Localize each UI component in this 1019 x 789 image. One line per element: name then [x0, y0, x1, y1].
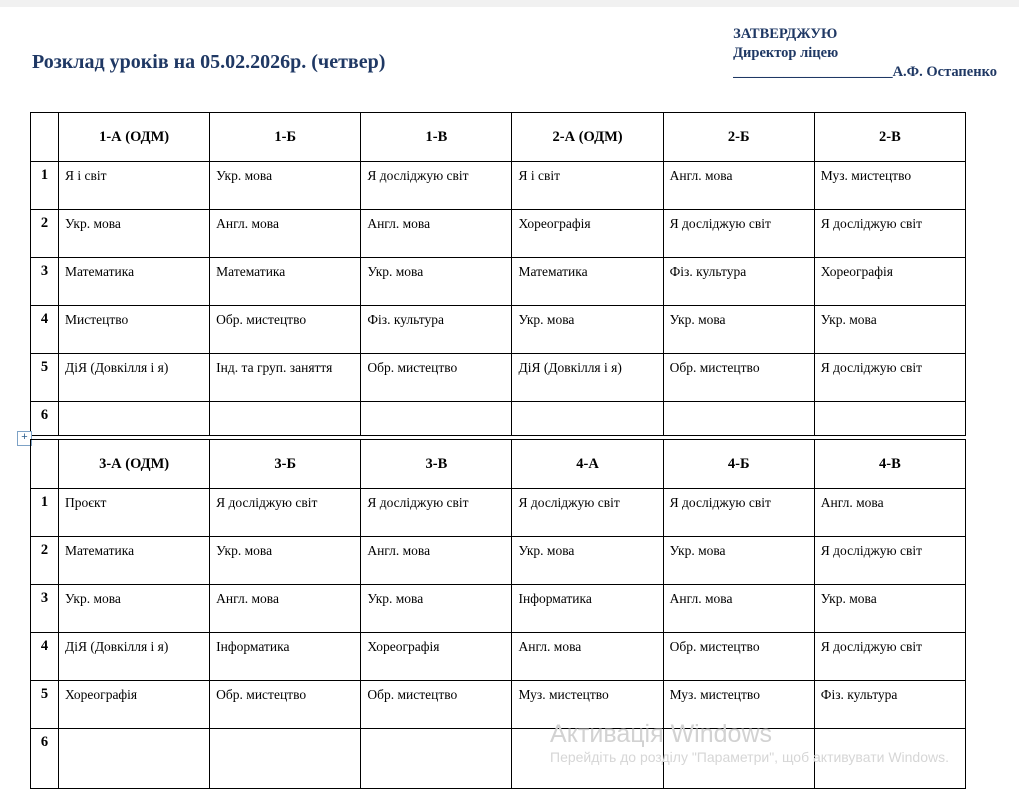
- lesson-number: 4: [31, 633, 59, 681]
- table-header-row: [31, 113, 966, 162]
- lesson-cell: [210, 402, 361, 436]
- approval-block: [733, 25, 997, 82]
- lesson-cell: [210, 729, 361, 789]
- table-row: [31, 489, 966, 537]
- watermark-subtitle: Перейдіть до розділу "Параметри", щоб активувати Windows.: [550, 749, 949, 765]
- table-row: [31, 681, 966, 729]
- lesson-cell: Англ. мова: [663, 162, 814, 210]
- table-header-row: [31, 440, 966, 489]
- lesson-number: 2: [31, 210, 59, 258]
- lesson-cell: Я досліджую світ: [512, 489, 663, 537]
- document-page: [0, 7, 1019, 768]
- lesson-cell: Я досліджую світ: [814, 537, 965, 585]
- lesson-cell: Укр. мова: [59, 585, 210, 633]
- lesson-cell: Інформатика: [512, 585, 663, 633]
- header-class-3b: 3-Б: [210, 440, 361, 489]
- lesson-cell: Фіз. культура: [663, 258, 814, 306]
- lesson-cell: Обр. мистецтво: [361, 354, 512, 402]
- lesson-number: 3: [31, 258, 59, 306]
- lesson-cell: Інформатика: [210, 633, 361, 681]
- lesson-cell: Укр. мова: [512, 537, 663, 585]
- table-row: [31, 402, 966, 436]
- approval-line-1: ЗАТВЕРДЖУЮ: [733, 26, 838, 42]
- header-class-4b: 4-Б: [663, 440, 814, 489]
- lesson-cell: Фіз. культура: [361, 306, 512, 354]
- header-class-3a: 3-А (ОДМ): [59, 440, 210, 489]
- lesson-cell: Укр. мова: [512, 306, 663, 354]
- lesson-cell: Англ. мова: [361, 210, 512, 258]
- lesson-cell: [59, 729, 210, 789]
- lesson-cell: Обр. мистецтво: [663, 633, 814, 681]
- table-row: [31, 537, 966, 585]
- lesson-number: 5: [31, 681, 59, 729]
- lesson-number: 2: [31, 537, 59, 585]
- lesson-cell: Укр. мова: [210, 162, 361, 210]
- page-title: Розклад уроків на 05.02.2026р. (четвер): [32, 51, 386, 73]
- table-row: [31, 729, 966, 789]
- lesson-cell: Математика: [59, 537, 210, 585]
- lesson-cell: Я досліджую світ: [814, 210, 965, 258]
- lesson-cell: Математика: [59, 258, 210, 306]
- lesson-cell: Укр. мова: [210, 537, 361, 585]
- lesson-cell: Я і світ: [512, 162, 663, 210]
- header-class-2v: 2-В: [814, 113, 965, 162]
- lesson-cell: [663, 402, 814, 436]
- lesson-cell: Муз. мистецтво: [663, 681, 814, 729]
- watermark-title: Активація Windows: [550, 720, 773, 748]
- lesson-cell: Укр. мова: [361, 585, 512, 633]
- lesson-cell: Укр. мова: [361, 258, 512, 306]
- lesson-cell: Мистецтво: [59, 306, 210, 354]
- lesson-cell: [361, 729, 512, 789]
- lesson-cell: Обр. мистецтво: [361, 681, 512, 729]
- lesson-number: 3: [31, 585, 59, 633]
- lesson-number: 1: [31, 162, 59, 210]
- header-class-1b: 1-Б: [210, 113, 361, 162]
- header-class-2b: 2-Б: [663, 113, 814, 162]
- lesson-cell: Обр. мистецтво: [210, 306, 361, 354]
- table-row: [31, 306, 966, 354]
- lesson-cell: Укр. мова: [59, 210, 210, 258]
- table-row: [31, 354, 966, 402]
- header-class-3v: 3-В: [361, 440, 512, 489]
- lesson-cell: Англ. мова: [814, 489, 965, 537]
- lesson-cell: Англ. мова: [210, 585, 361, 633]
- lesson-cell: Я досліджую світ: [663, 210, 814, 258]
- lesson-cell: Проєкт: [59, 489, 210, 537]
- lesson-cell: Я досліджую світ: [361, 162, 512, 210]
- lesson-cell: Англ. мова: [512, 633, 663, 681]
- lesson-cell: Хореографія: [512, 210, 663, 258]
- table-row: [31, 585, 966, 633]
- lesson-cell: Муз. мистецтво: [814, 162, 965, 210]
- lesson-cell: Укр. мова: [814, 585, 965, 633]
- lesson-cell: Укр. мова: [663, 306, 814, 354]
- header-class-2a: 2-А (ОДМ): [512, 113, 663, 162]
- lesson-cell: Математика: [210, 258, 361, 306]
- lesson-cell: Укр. мова: [663, 537, 814, 585]
- header-class-4a: 4-А: [512, 440, 663, 489]
- lesson-cell: Я досліджую світ: [814, 354, 965, 402]
- header-lesson-number: [31, 113, 59, 162]
- header-class-1a: 1-А (ОДМ): [59, 113, 210, 162]
- lesson-cell: Англ. мова: [361, 537, 512, 585]
- table-row: [31, 633, 966, 681]
- lesson-cell: Я досліджую світ: [361, 489, 512, 537]
- lesson-cell: ДіЯ (Довкілля і я): [512, 354, 663, 402]
- approval-line-2: Директор ліцею: [733, 45, 839, 61]
- lesson-cell: Я досліджую світ: [663, 489, 814, 537]
- lesson-cell: Фіз. культура: [814, 681, 965, 729]
- table-row: [31, 162, 966, 210]
- lesson-cell: [361, 402, 512, 436]
- lesson-number: 6: [31, 729, 59, 789]
- lesson-number: 5: [31, 354, 59, 402]
- lesson-cell: [59, 402, 210, 436]
- lesson-cell: [814, 729, 965, 789]
- header-class-4v: 4-В: [814, 440, 965, 489]
- lesson-cell: Я досліджую світ: [210, 489, 361, 537]
- schedule-table-grades-1-2: [30, 112, 966, 436]
- lesson-cell: Хореографія: [361, 633, 512, 681]
- lesson-cell: ДіЯ (Довкілля і я): [59, 354, 210, 402]
- schedule-table-grades-3-4: [30, 439, 966, 789]
- lesson-cell: Я і світ: [59, 162, 210, 210]
- lesson-cell: Хореографія: [814, 258, 965, 306]
- lesson-cell: Обр. мистецтво: [663, 354, 814, 402]
- header-lesson-number: [31, 440, 59, 489]
- approval-signature-line: ______________________А.Ф. Остапенко: [733, 64, 997, 80]
- lesson-cell: Математика: [512, 258, 663, 306]
- expand-table-marker-icon[interactable]: +: [17, 431, 32, 446]
- lesson-cell: [814, 402, 965, 436]
- lesson-cell: Хореографія: [59, 681, 210, 729]
- lesson-number: 1: [31, 489, 59, 537]
- lesson-cell: [512, 729, 663, 789]
- lesson-cell: [663, 729, 814, 789]
- lesson-cell: Інд. та груп. заняття: [210, 354, 361, 402]
- lesson-cell: ДіЯ (Довкілля і я): [59, 633, 210, 681]
- header-class-1v: 1-В: [361, 113, 512, 162]
- lesson-cell: Англ. мова: [663, 585, 814, 633]
- lesson-cell: Обр. мистецтво: [210, 681, 361, 729]
- lesson-cell: Укр. мова: [814, 306, 965, 354]
- lesson-cell: [512, 402, 663, 436]
- table-row: [31, 210, 966, 258]
- lesson-number: 4: [31, 306, 59, 354]
- lesson-number: 6: [31, 402, 59, 436]
- lesson-cell: Англ. мова: [210, 210, 361, 258]
- lesson-cell: Я досліджую світ: [814, 633, 965, 681]
- lesson-cell: Муз. мистецтво: [512, 681, 663, 729]
- table-row: [31, 258, 966, 306]
